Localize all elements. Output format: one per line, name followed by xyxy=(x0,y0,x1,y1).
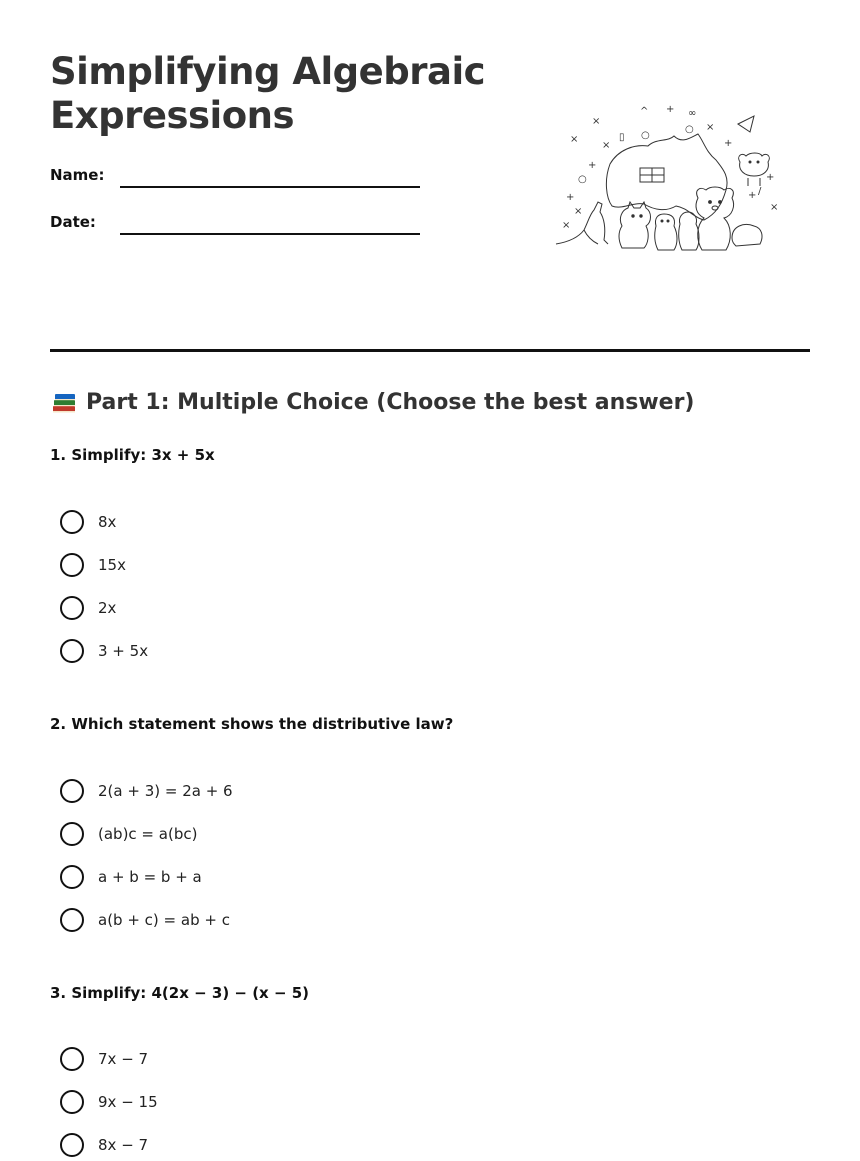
option-label: a + b = b + a xyxy=(98,868,202,886)
option-label: 7x − 7 xyxy=(98,1050,149,1068)
svg-text:×: × xyxy=(706,122,715,133)
radio-button[interactable] xyxy=(60,510,84,534)
svg-text:×: × xyxy=(602,140,611,151)
question-1: 1. Simplify: 3x + 5x xyxy=(50,446,215,464)
q2-option-c[interactable] xyxy=(60,864,202,890)
q3-option-c[interactable] xyxy=(60,1132,148,1158)
q1-option-b[interactable] xyxy=(60,552,126,578)
option-label: 9x − 15 xyxy=(98,1093,158,1111)
svg-text:▯: ▯ xyxy=(619,132,625,143)
option-label: 2x xyxy=(98,599,117,617)
q1-option-a[interactable] xyxy=(60,509,116,535)
svg-text:×: × xyxy=(770,202,779,213)
option-label: a(b + c) = ab + c xyxy=(98,911,230,929)
q2-option-b[interactable] xyxy=(60,821,197,847)
title-line-2: Expressions xyxy=(50,94,294,137)
svg-text:○: ○ xyxy=(641,130,650,141)
svg-text:×: × xyxy=(570,134,579,145)
radio-button[interactable] xyxy=(60,553,84,577)
svg-text:^: ^ xyxy=(640,106,649,117)
svg-text:+: + xyxy=(766,172,775,183)
radio-button[interactable] xyxy=(60,908,84,932)
q3-option-b[interactable] xyxy=(60,1089,158,1115)
australian-animals-illustration xyxy=(548,98,788,258)
q2-option-a[interactable] xyxy=(60,778,233,804)
radio-button[interactable] xyxy=(60,596,84,620)
q3-option-a[interactable] xyxy=(60,1046,148,1072)
option-label: 8x − 7 xyxy=(98,1136,149,1154)
q2-option-d[interactable] xyxy=(60,907,230,933)
svg-text:∞: ∞ xyxy=(688,108,697,119)
svg-text:+: + xyxy=(748,190,757,201)
q1-option-d[interactable] xyxy=(60,638,148,664)
date-label: Date: xyxy=(50,213,96,231)
svg-text:+: + xyxy=(566,192,575,203)
svg-text:×: × xyxy=(562,220,571,231)
svg-text:×: × xyxy=(592,116,601,127)
radio-button[interactable] xyxy=(60,822,84,846)
date-field[interactable] xyxy=(120,233,420,235)
radio-button[interactable] xyxy=(60,1090,84,1114)
svg-text:×: × xyxy=(574,206,583,217)
option-label: 8x xyxy=(98,513,117,531)
q1-option-c[interactable] xyxy=(60,595,116,621)
radio-button[interactable] xyxy=(60,865,84,889)
svg-text:+: + xyxy=(588,160,597,171)
books-icon xyxy=(50,388,78,416)
svg-text:/: / xyxy=(758,186,762,197)
option-label: (ab)c = a(bc) xyxy=(98,825,198,843)
page-title xyxy=(50,50,520,138)
svg-text:+: + xyxy=(724,138,733,149)
part1-heading xyxy=(50,388,695,416)
title-line-1: Simplifying Algebraic xyxy=(50,50,486,93)
part1-title: Part 1: Multiple Choice (Choose the best answer) xyxy=(86,389,695,415)
section-divider xyxy=(50,349,810,352)
option-label: 2(a + 3) = 2a + 6 xyxy=(98,782,233,800)
name-label: Name: xyxy=(50,166,105,184)
name-field[interactable] xyxy=(120,186,420,188)
option-label: 3 + 5x xyxy=(98,642,149,660)
radio-button[interactable] xyxy=(60,779,84,803)
radio-button[interactable] xyxy=(60,639,84,663)
svg-text:+: + xyxy=(666,104,675,115)
question-3: 3. Simplify: 4(2x − 3) − (x − 5) xyxy=(50,984,310,1002)
radio-button[interactable] xyxy=(60,1047,84,1071)
svg-text:○: ○ xyxy=(578,174,587,185)
svg-text:○: ○ xyxy=(685,124,694,135)
question-2: 2. Which statement shows the distributive law? xyxy=(50,715,454,733)
radio-button[interactable] xyxy=(60,1133,84,1157)
option-label: 15x xyxy=(98,556,126,574)
